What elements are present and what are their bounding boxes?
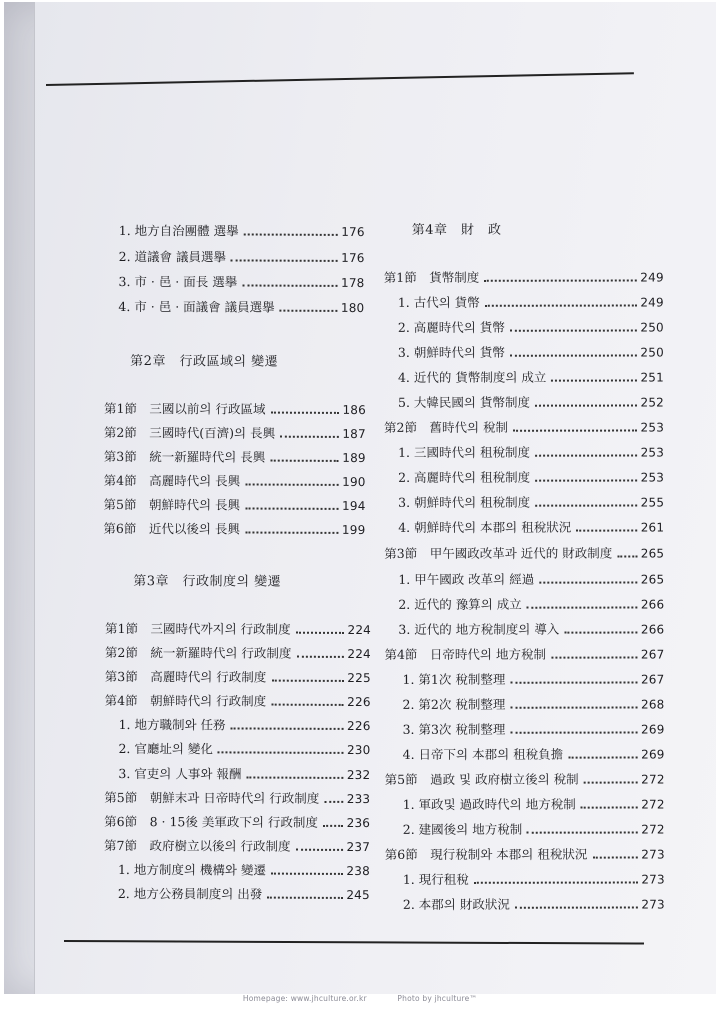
- toc-entry: 5. 大韓民國의 貨幣制度 252: [397, 394, 665, 410]
- toc-entry: 2. 建國後의 地方稅制 272: [402, 821, 665, 837]
- toc-entry: 1. 古代의 貨幣 249: [397, 294, 664, 310]
- toc-entry: 第5節 朝鮮時代의 長興 194: [103, 496, 366, 514]
- toc-entry: 第1節 三國時代까지의 行政制度 224: [104, 620, 372, 638]
- toc-entry: 2. 本郡의 財政狀況 273: [402, 896, 665, 912]
- toc-entry: 4. 近代的 貨幣制度의 成立 251: [397, 369, 664, 385]
- toc-entry: 2. 地方公務員制度의 出發 245: [117, 885, 370, 903]
- toc-entry: 3. 第3次 稅制整理 269: [402, 721, 665, 737]
- toc-entry: 1. 甲午國政 改革의 經過 265: [398, 571, 665, 587]
- toc-entry: 第2節 統一新羅時代의 行政制度 224: [104, 644, 371, 662]
- photo-credit-watermark: [0, 994, 720, 1003]
- toc-entry: 第2節 舊時代의 稅制 253: [384, 419, 665, 435]
- toc-entry: 第4節 高麗時代의 長興 190: [103, 472, 366, 490]
- toc-entry: 第6節 8 · 15後 美軍政下의 行政制度 236: [104, 813, 371, 831]
- toc-entry: 1. 地方職制와 任務 226: [118, 716, 371, 734]
- toc-entry: 3. 近代的 地方稅制度의 導入 266: [398, 621, 665, 637]
- toc-entry: 第5節 朝鮮末과 日帝時代의 行政制度 233: [104, 789, 371, 807]
- toc-entry: 2. 官廳址의 變化 230: [118, 740, 371, 758]
- toc-entry: 第6節 現行稅制와 本郡의 租稅狀況 273: [384, 846, 665, 862]
- toc-entry: 1. 三國時代의 租稅制度 253: [398, 444, 665, 460]
- toc-entry: 第3節 甲午國政改革과 近代的 財政制度 265: [384, 545, 665, 561]
- toc-entry: 2. 高麗時代의 貨幣 250: [397, 319, 664, 335]
- toc-entry: 第1節 貨幣制度 249: [383, 269, 664, 285]
- chapter-heading: 第4章 財 政: [411, 222, 502, 238]
- homepage-credit: Homepage: www.jhculture.or.kr: [242, 994, 367, 1003]
- toc-entry: 第7節 政府樹立以後의 行政制度 237: [104, 837, 371, 855]
- chapter-heading: 第2章 行政區域의 變遷: [130, 353, 279, 370]
- toc-entry: 2. 近代的 豫算의 成立 266: [398, 596, 665, 612]
- toc-entry: 第2節 三國時代(百濟)의 長興 187: [103, 424, 366, 442]
- toc-entry: 3. 朝鮮時代의 貨幣 250: [397, 344, 664, 360]
- toc-entry: 3. 朝鮮時代의 租稅制度 255: [398, 494, 665, 510]
- toc-entry: 第3節 高麗時代의 行政制度 225: [104, 668, 371, 686]
- toc-entry: 2. 道議會 議員選擧 176: [118, 248, 365, 266]
- toc-entry: 1. 軍政및 過政時代의 地方稅制 272: [402, 796, 665, 812]
- toc-entry: 3. 官吏의 人事와 報酬 232: [118, 765, 371, 783]
- chapter-heading: 第3章 行政制度의 變遷: [133, 574, 282, 590]
- toc-entry: 4. 日帝下의 本郡의 租稅負擔 269: [402, 746, 665, 762]
- toc-entry: 1. 地方制度의 機構와 變遷 238: [117, 861, 370, 879]
- toc-entry: 4. 朝鮮時代의 本郡의 租稅狀況 261: [398, 519, 665, 535]
- toc-entry: 第1節 三國以前의 行政區域 186: [103, 400, 367, 418]
- toc-entry: 1. 現行租稅 273: [402, 871, 665, 887]
- toc-entry: 第3節 統一新羅時代의 長興 189: [103, 448, 366, 466]
- toc-entry: 2. 高麗時代의 租稅制度 253: [398, 469, 665, 485]
- toc-entry: 1. 第1次 稅制整理 267: [402, 671, 665, 687]
- toc-entry: 第5節 過政 및 政府樹立後의 稅制 272: [384, 771, 665, 787]
- toc-entry: 第4節 日帝時代의 地方稅制 267: [384, 646, 665, 662]
- toc-entry: 第4節 朝鮮時代의 行政制度 226: [104, 692, 371, 710]
- photo-credit: Photo by jhculture™: [397, 994, 478, 1003]
- toc-entry: 3. 市 · 邑 · 面長 選擧 178: [118, 273, 365, 291]
- toc-entry: 1. 地方自治團體 選擧 176: [118, 222, 365, 240]
- toc-entry: 第6節 近代以後의 長興 199: [103, 520, 366, 538]
- toc-entry: 2. 第2次 稅制整理 268: [402, 696, 665, 712]
- toc-entry: 4. 市 · 邑 · 面議會 議員選擧 180: [118, 298, 365, 316]
